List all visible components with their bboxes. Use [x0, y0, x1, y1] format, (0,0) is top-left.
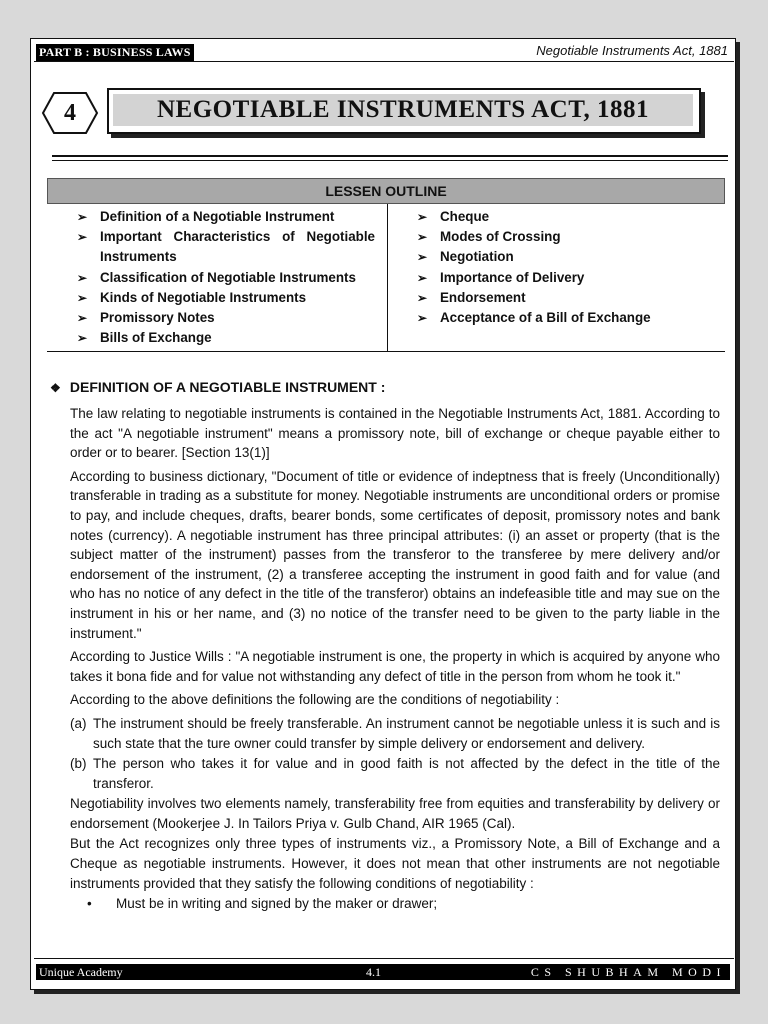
running-header-title: Negotiable Instruments Act, 1881 — [536, 43, 728, 58]
outline-item: ➢ Acceptance of a Bill of Exchange — [417, 308, 717, 328]
page-number: 4.1 — [366, 965, 381, 979]
outline-item: ➢ Bills of Exchange — [77, 328, 375, 348]
arrow-bullet-icon: ➢ — [417, 290, 428, 305]
chapter-title-box — [107, 88, 701, 134]
paragraph: According to Justice Wills : "A negotiable instrument is one, the property in which is acquired by anyone who takes it bona fide and for value not withstanding any defect of title in the person from whom he took it." — [70, 649, 720, 684]
paragraph: But the Act recognizes only three types of instruments viz., a Promissory Note, a Bill of Exchange and a Cheque as negotiable instruments. However, it does not mean that other instruments are not negotiable instruments provided that they satisfy the following conditions of negotiability : — [70, 836, 720, 891]
arrow-bullet-icon: ➢ — [77, 311, 88, 326]
list-item — [0, 714, 720, 753]
title-rule-thin — [52, 160, 728, 161]
list-item — [0, 754, 720, 793]
arrow-bullet-icon: ➢ — [417, 250, 428, 265]
arrow-bullet-icon: ➢ — [417, 270, 428, 285]
outline-right-column — [417, 207, 717, 328]
outline-left-column — [77, 207, 375, 348]
chapter-title: NEGOTIABLE INSTRUMENTS ACT, 1881 — [113, 94, 693, 126]
chapter-number: 4 — [64, 99, 76, 126]
paragraph: Negotiability involves two elements namely, transferability free from equities and transferability by delivery or endorsement (Mookerjee J. In Tailors Priya v. Gulb Chand, AIR 1965 (Cal). — [70, 796, 720, 831]
header-rule — [34, 61, 734, 62]
section-heading — [50, 379, 385, 395]
outline-item: ➢ Modes of Crossing — [417, 227, 717, 247]
list-marker: (a) — [70, 715, 87, 731]
arrow-bullet-icon: ➢ — [77, 270, 88, 285]
outline-item: ➢ Kinds of Negotiable Instruments — [77, 288, 375, 308]
diamond-bullet-icon: ❖ — [50, 381, 61, 395]
paragraph: According to the above definitions the following are the conditions of negotiability : — [70, 692, 560, 708]
arrow-bullet-icon: ➢ — [77, 230, 88, 245]
list-item — [70, 894, 720, 914]
outline-heading: LESSEN OUTLINE — [47, 178, 725, 204]
footer-publisher: Unique Academy — [39, 965, 123, 979]
paragraph: According to business dictionary, "Document of title or evidence of indeptness that is freely (Unconditionally) transferable in trading as a substitute for money. Negotiable instruments are unconditional orders or promise to pay, and include cheques, drafts, bearer bonds, some certificates of deposit, promissory notes and bank notes (currency). A negotiable instrument has three principal attributes: (i) an asset or property (that is the subject matter of the instrument) passes from the transferor to the transferee by mere delivery and/or endorsement of the instrument, (2) a transferee accepting the instrument in good faith and for value (and who has no notice of any defect in the title of the transferor) obtains an indefeasible title and may sue on the instrument in his or her name, and (3) no notice of the transfer need to be given to the party liable in the instrument." — [70, 468, 720, 641]
outline-item: ➢ Important Characteristics of Negotiable Instruments — [77, 229, 375, 265]
part-label: PART B : BUSINESS LAWS — [36, 44, 194, 61]
arrow-bullet-icon: ➢ — [417, 230, 428, 245]
list-item-text: The person who takes it for value and in good faith is not affected by the defect in the title of the transferor. — [93, 756, 720, 791]
arrow-bullet-icon: ➢ — [417, 210, 428, 224]
list-item-text: Must be in writing and signed by the maker or drawer; — [116, 896, 438, 912]
outline-item: ➢ Importance of Delivery — [417, 268, 717, 288]
bullet-icon: • — [87, 896, 92, 912]
arrow-bullet-icon: ➢ — [77, 331, 88, 346]
section-heading-text: DEFINITION OF A NEGOTIABLE INSTRUMENT : — [69, 379, 386, 395]
outline-column-divider — [387, 204, 388, 351]
outline-item: ➢ Classification of Negotiable Instruments — [77, 268, 375, 288]
list-marker: (b) — [70, 756, 87, 772]
arrow-bullet-icon: ➢ — [417, 311, 428, 326]
outline-item: ➢ Definition of a Negotiable Instrument — [77, 207, 375, 227]
list-item-text: The instrument should be freely transferable. An instrument cannot be negotiable unless it is such and is such state that the ture owner could transfer by simple delivery or endorsement and delivery. — [93, 715, 720, 751]
outline-item: ➢ Negotiation — [417, 247, 717, 267]
footer-rule — [34, 958, 734, 959]
arrow-bullet-icon: ➢ — [77, 290, 88, 305]
outline-table — [47, 204, 725, 352]
paragraph: The law relating to negotiable instruments is contained in the Negotiable Instruments Act, 1881. According to the act "A negotiable instrument" means a promissory note, bill of exchange or cheque payable either to order or to bearer. [Section 13(1)] — [70, 406, 720, 461]
footer-bar — [36, 964, 730, 980]
outline-item: ➢ Cheque — [417, 207, 717, 227]
outline-item: ➢ Promissory Notes — [77, 308, 375, 328]
footer-author: CS SHUBHAM MODI — [530, 965, 726, 979]
title-rule-thick — [52, 155, 728, 157]
section-body — [70, 404, 720, 914]
arrow-bullet-icon: ➢ — [77, 210, 88, 224]
outline-item: ➢ Endorsement — [417, 288, 717, 308]
